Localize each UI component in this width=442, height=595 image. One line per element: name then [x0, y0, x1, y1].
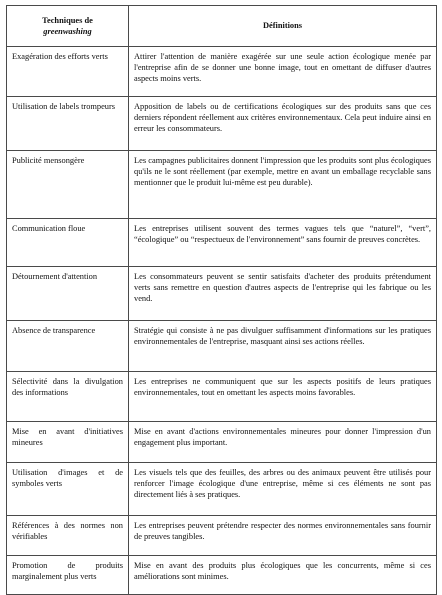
header-definitions: Définitions	[129, 6, 437, 47]
technique-definition: Mise en avant d'actions environnementales mineures pour donner l'impression d'un engagement plus important.	[129, 422, 437, 463]
greenwashing-techniques-table	[6, 5, 437, 595]
technique-definition: Les consommateurs peuvent se sentir satisfaits d'acheter des produits prétendument verts sans remettre en question d'autres aspects de l'entreprise qui les fabrique ou les vend.	[129, 267, 437, 321]
technique-name: Mise en avant d'initiatives mineures	[7, 422, 129, 463]
table-row	[7, 422, 437, 463]
technique-name: Absence de transparence	[7, 321, 129, 372]
technique-definition: Apposition de labels ou de certifications écologiques sur des produits sans que ces derniers répondent réellement aux critères environnementaux. Cela peut induire ainsi en erreur les consommateurs.	[129, 97, 437, 151]
table-row	[7, 47, 437, 97]
table-row	[7, 321, 437, 372]
technique-name: Références à des normes non vérifiables	[7, 516, 129, 556]
technique-name: Exagération des efforts verts	[7, 47, 129, 97]
table-row	[7, 463, 437, 516]
table-row	[7, 372, 437, 422]
technique-name: Utilisation d'images et de symboles verts	[7, 463, 129, 516]
technique-name: Communication floue	[7, 219, 129, 267]
table-row	[7, 516, 437, 556]
table-row	[7, 151, 437, 219]
technique-definition: Attirer l'attention de manière exagérée sur une seule action écologique menée par l'entreprise afin de se donner une bonne image, tout en omettant de diffuser d'autres aspects moins verts.	[129, 47, 437, 97]
technique-definition: Les campagnes publicitaires donnent l'impression que les produits sont plus écologiques qu'ils ne le sont réellement (par exemple, mettre en avant un emballage recyclable sans mentionner que le produit lui-même est peu durable).	[129, 151, 437, 219]
technique-definition: Mise en avant des produits plus écologiques que les concurrents, même si ces améliorations sont minimes.	[129, 556, 437, 595]
technique-definition: Stratégie qui consiste à ne pas divulguer suffisamment d'informations sur les pratiques environnementales de l'entreprise, masquant ainsi ses actions réelles.	[129, 321, 437, 372]
table-row	[7, 267, 437, 321]
technique-name: Publicité mensongère	[7, 151, 129, 219]
table-header-row	[7, 6, 437, 47]
technique-name: Sélectivité dans la divulgation des informations	[7, 372, 129, 422]
technique-definition: Les entreprises utilisent souvent des termes vagues tels que “naturel”, “vert”, “écologique” ou “respectueux de l'environnement” sans fournir de preuves concrètes.	[129, 219, 437, 267]
technique-definition: Les visuels tels que des feuilles, des arbres ou des animaux peuvent être utilisés pour renforcer l'image écologique d'une entreprise, même si ces éléments ne sont pas directement liés à ses pratiques.	[129, 463, 437, 516]
technique-name: Utilisation de labels trompeurs	[7, 97, 129, 151]
header-techniques	[7, 6, 129, 47]
technique-name: Promotion de produits marginalement plus verts	[7, 556, 129, 595]
technique-name: Détournement d'attention	[7, 267, 129, 321]
header-techniques-line2: greenwashing	[43, 27, 92, 36]
table-row	[7, 556, 437, 595]
technique-definition: Les entreprises peuvent prétendre respecter des normes environnementales sans fournir de preuves tangibles.	[129, 516, 437, 556]
header-techniques-line1: Techniques de	[42, 15, 93, 25]
table-row	[7, 97, 437, 151]
greenwashing-table-container	[6, 5, 436, 595]
technique-definition: Les entreprises ne communiquent que sur les aspects positifs de leurs pratiques environnementales, tout en omettant les aspects moins favorables.	[129, 372, 437, 422]
table-row	[7, 219, 437, 267]
